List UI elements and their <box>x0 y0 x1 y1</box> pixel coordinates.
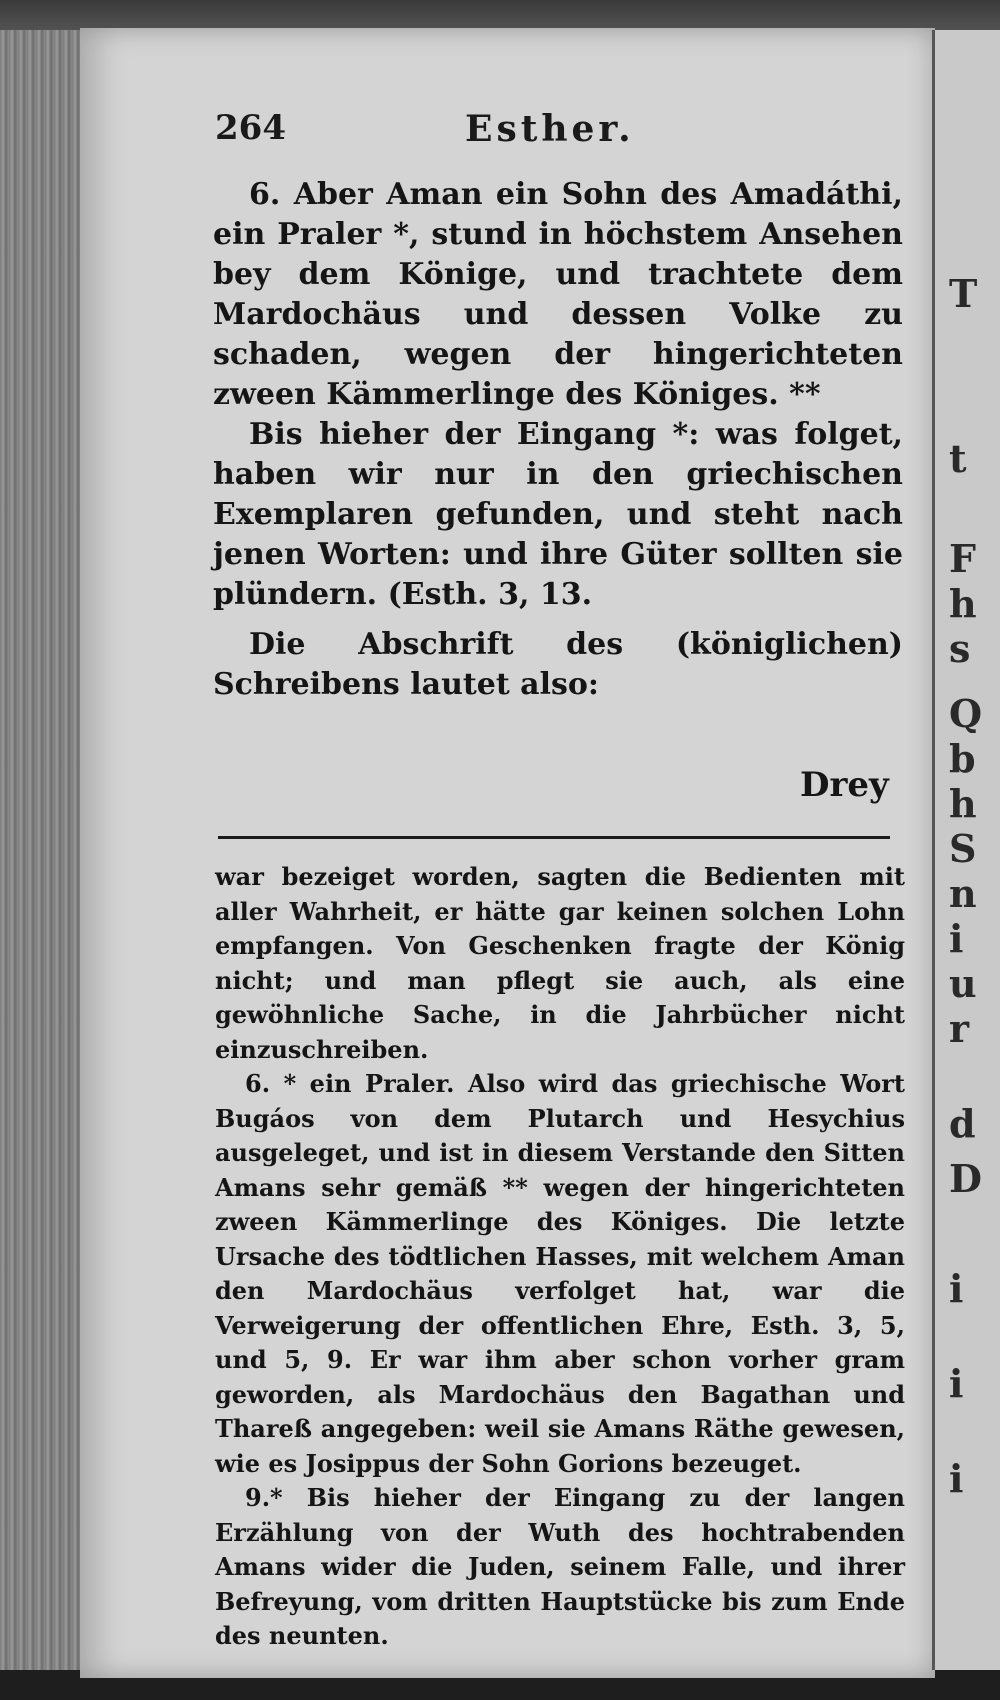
next-page-fragment: i <box>949 920 964 958</box>
page-number: 264 <box>215 108 286 148</box>
next-page-edge <box>932 30 1000 1670</box>
page-edges <box>0 30 90 1670</box>
next-page-fragment: u <box>949 965 977 1003</box>
transcript-intro-paragraph: Die Abschrift des (königlichen) Schreibens lautet also: <box>213 627 903 702</box>
next-page-fragment: F <box>949 540 976 578</box>
running-title: Esther. <box>465 108 635 150</box>
next-page-fragment: n <box>949 875 977 913</box>
footnote-separator <box>218 836 890 839</box>
footnote-continuation: war bezeiget worden, sagten die Bedienten mit aller Wahrheit, er hätte gar keinen solchen Lohn empfangen. Von Geschenken fragte der König nicht; und man pflegt sie auch, als eine gewöhnliche Sache, in die Jahrbücher nicht einzuschreiben. <box>215 862 905 1064</box>
running-header <box>215 108 815 158</box>
next-page-fragment: T <box>949 275 978 313</box>
next-page-fragment: s <box>949 630 971 668</box>
next-page-fragment: D <box>949 1160 982 1198</box>
next-page-fragment: d <box>949 1105 976 1143</box>
commentary-paragraph: Bis hieher der Eingang *: was folget, haben wir nur in den griechischen Exemplaren gefunden, und steht nach jenen Worten: und ihre Güter sollten sie plündern. (Esth. 3, 13. <box>213 417 903 612</box>
verse-paragraph: 6. Aber Aman ein Sohn des Amadáthi, ein Praler *, stund in höchstem Ansehen bey dem Könige, und trachtete dem Mardochäus und dessen Volke zu schaden, wegen der hingerichteten zween Kämmerlinge des Königes. ** <box>213 177 903 412</box>
next-page-fragment: Q <box>949 695 983 733</box>
next-page-fragment: t <box>949 440 967 478</box>
next-page-fragment: b <box>949 740 976 778</box>
main-text-block <box>213 175 903 705</box>
next-page-fragment: h <box>949 585 977 623</box>
footnote-9: 9.* Bis hieher der Eingang zu der langen Erzählung von der Wuth des hochtrabenden Amans wider die Juden, seinem Falle, und ihrer Befreyung, vom dritten Hauptstücke bis zum Ende des neunten. <box>215 1483 905 1650</box>
next-page-fragment: S <box>949 830 977 868</box>
next-page-fragment: i <box>949 1270 964 1308</box>
next-page-fragment: h <box>949 785 977 823</box>
next-page-fragment: i <box>949 1460 964 1498</box>
catchword: Drey <box>800 765 889 805</box>
footnotes-block <box>215 860 905 1654</box>
next-page-fragment: i <box>949 1365 964 1403</box>
next-page-fragment: r <box>949 1010 970 1048</box>
footnote-6: 6. * ein Praler. Also wird das griechische Wort Bugáos von dem Plutarch und Hesychius ausgeleget, und ist in diesem Verstande den Sitten Amans sehr gemäß ** wegen der hingerichteten zween Kämmerlinge des Königes. Die letzte Ursache des tödtlichen Hasses, mit welchem Aman den Mardochäus verfolget hat, war die Verweigerung der offentlichen Ehre, Esth. 3, 5, und 5, 9. Er war ihm aber schon vorher gram geworden, als Mardochäus den Bagathan und Thareß angegeben: weil sie Amans Räthe gewesen, wie es Josippus der Sohn Gorions bezeuget. <box>215 1069 905 1478</box>
